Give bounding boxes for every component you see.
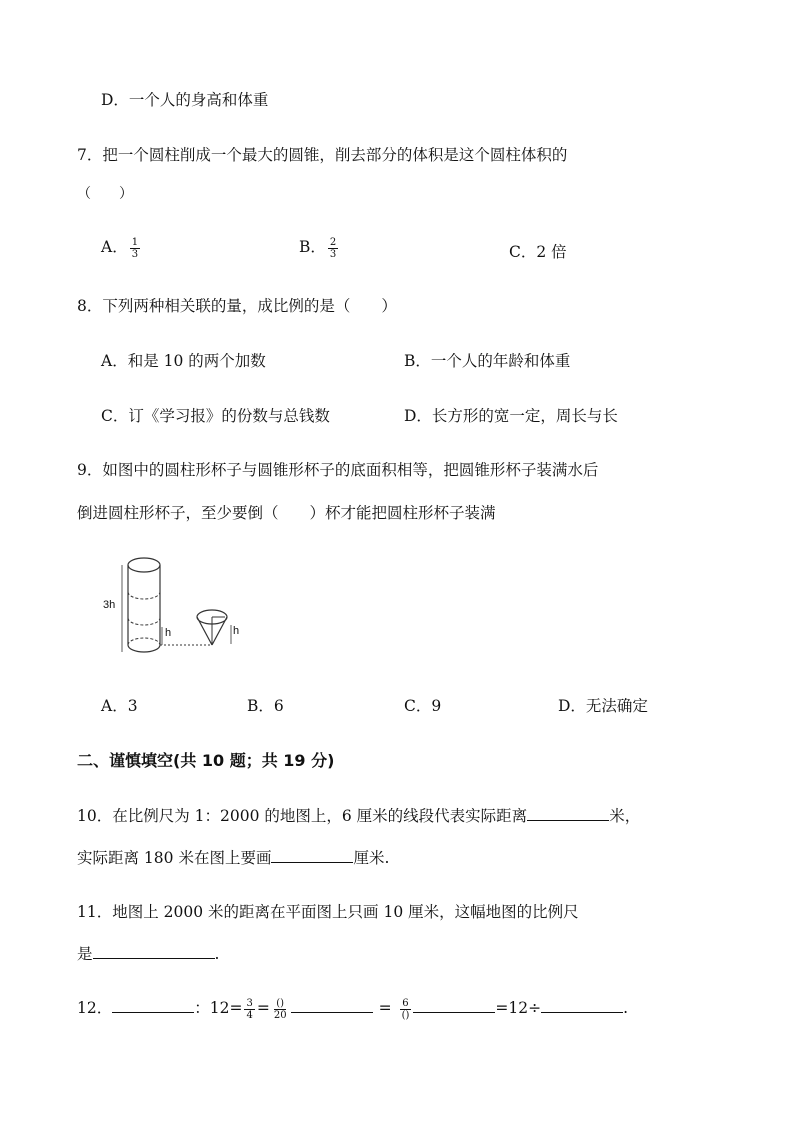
- q12-blank-1[interactable]: [112, 998, 194, 1013]
- q12-blank-3[interactable]: [413, 998, 495, 1013]
- q12-prefix: 12．: [77, 999, 113, 1017]
- fraction-denominator: 3: [329, 248, 337, 260]
- q9-figure: [100, 555, 260, 660]
- q7-option-c: C．2 倍: [509, 243, 567, 261]
- fraction-denominator: 3: [131, 248, 139, 260]
- q12-fraction-2: [272, 998, 289, 1021]
- fraction-numerator: 6: [402, 997, 409, 1009]
- q10-text-b: 米，: [609, 807, 641, 825]
- q8-option-b: B．一个人的年龄和体重: [404, 352, 571, 370]
- section-2-heading: 二、谨慎填空(共 10 题；共 19 分): [77, 751, 335, 770]
- cone-left-side: [197, 617, 212, 645]
- q12-fraction-1: [244, 998, 254, 1021]
- cylinder-bottom-front: [128, 645, 160, 652]
- q9-option-c: C．9: [404, 697, 442, 715]
- q12-fraction-3: [400, 998, 412, 1021]
- q7-option-b-fraction: [328, 237, 338, 260]
- q7-option-b: [299, 235, 340, 260]
- q10-text-a: 10．在比例尺为 1：2000 的地图上，6 厘米的线段代表实际距离: [77, 807, 528, 825]
- q9-option-d: D．无法确定: [558, 697, 648, 715]
- q10-line-2: [77, 846, 389, 868]
- fraction-numerator: 2: [329, 236, 337, 248]
- q7-answer-paren: （ ）: [77, 186, 133, 202]
- q12-colon-12: ：12=: [194, 999, 243, 1017]
- q7-option-b-label: B．: [299, 238, 326, 256]
- q12-line: [77, 996, 628, 1021]
- cylinder-bottom-back: [128, 638, 160, 645]
- q10-line-1: [77, 804, 640, 826]
- q7-option-a-label: A．: [101, 238, 128, 256]
- fraction-denominator: 4: [246, 1009, 253, 1021]
- q8-option-d: D．长方形的宽一定，周长与长: [404, 407, 618, 425]
- q7-option-a-fraction: [130, 237, 140, 260]
- q10-blank-1[interactable]: [527, 806, 609, 821]
- cone-right-side: [212, 617, 227, 645]
- q11-line-2: [77, 942, 219, 964]
- q7-stem: 7．把一个圆柱削成一个最大的圆锥，削去部分的体积是这个圆柱体积的: [77, 146, 568, 164]
- q12-eq-1: =: [256, 999, 270, 1017]
- q10-text-c: 实际距离 180 米在图上要画: [77, 849, 272, 867]
- q12-end: .: [623, 999, 629, 1017]
- label-h-cylinder: h: [165, 627, 172, 639]
- q12-tail: =12÷: [495, 999, 542, 1017]
- q11-line-1: 11．地图上 2000 米的距离在平面图上只画 10 厘米，这幅地图的比例尺: [77, 903, 579, 921]
- q9-option-a: A．3: [101, 697, 138, 715]
- q10-text-d: 厘米.: [353, 849, 390, 867]
- q7-option-a: [101, 235, 142, 260]
- fraction-numerator: (): [276, 997, 285, 1009]
- fraction-denominator: (): [401, 1009, 410, 1021]
- cylinder-cone-diagram: [100, 555, 260, 660]
- q11-text-a: 是: [77, 945, 93, 963]
- q6-option-d: D．一个人的身高和体重: [101, 91, 269, 109]
- q10-blank-2[interactable]: [271, 848, 353, 863]
- label-h-cone: h: [233, 625, 240, 637]
- q12-blank-4[interactable]: [541, 998, 623, 1013]
- q8-option-a: A．和是 10 的两个加数: [101, 352, 266, 370]
- q12-eq-2: =: [378, 999, 392, 1017]
- q9-option-b: B．6: [247, 697, 284, 715]
- fraction-numerator: 1: [131, 236, 139, 248]
- q8-option-c: C．订《学习报》的份数与总钱数: [101, 407, 330, 425]
- cylinder-level-1: [128, 592, 160, 599]
- q8-stem: 8．下列两种相关联的量，成比例的是（ ）: [77, 297, 397, 315]
- cylinder-top-ellipse: [128, 558, 160, 572]
- q9-line-2: 倒进圆柱形杯子，至少要倒（ ）杯才能把圆柱形杯子装满: [77, 504, 496, 522]
- q12-blank-2[interactable]: [291, 998, 373, 1013]
- q11-text-b: .: [214, 945, 220, 963]
- fraction-denominator: 20: [273, 1009, 287, 1021]
- label-3h: 3h: [103, 599, 116, 611]
- q11-blank[interactable]: [93, 944, 215, 959]
- cylinder-level-2: [128, 618, 160, 625]
- q9-line-1: 9．如图中的圆柱形杯子与圆锥形杯子的底面积相等，把圆锥形杯子装满水后: [77, 461, 599, 479]
- fraction-numerator: 3: [246, 997, 253, 1009]
